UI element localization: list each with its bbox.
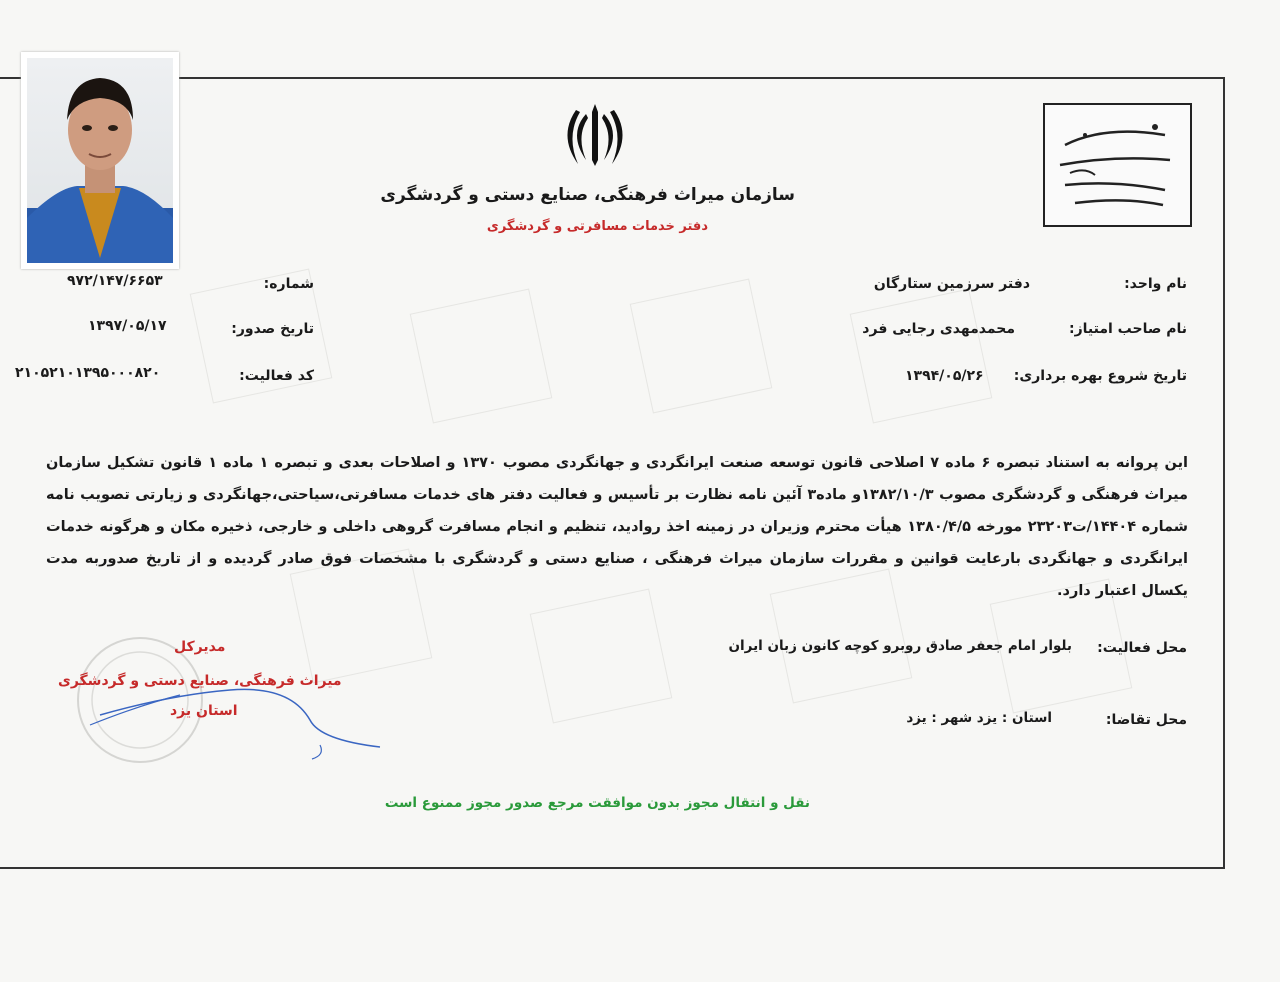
iran-emblem-icon	[562, 100, 628, 170]
signature-org: میراث فرهنگی، صنایع دستی و گردشگری	[58, 673, 342, 689]
number-value: ۹۷۲/۱۴۷/۶۶۵۳	[67, 273, 163, 289]
signature-title: مدیرکل	[174, 639, 226, 655]
issue-date-label: تاریخ صدور:	[231, 321, 314, 337]
number-label: شماره:	[263, 276, 314, 292]
holder-photo	[21, 52, 179, 269]
issue-date-value: ۱۳۹۷/۰۵/۱۷	[88, 318, 167, 334]
start-date-label: تاریخ شروع بهره برداری:	[1013, 368, 1187, 384]
owner-value: محمدمهدی رجایی فرد	[862, 321, 1015, 337]
office-subtitle: دفتر خدمات مسافرتی و گردشگری	[486, 219, 708, 234]
organization-logo	[1043, 103, 1192, 227]
unit-name-value: دفتر سرزمین ستارگان	[873, 276, 1030, 292]
request-place-label: محل تقاضا:	[1105, 712, 1187, 728]
activity-code-label: کد فعالیت:	[239, 368, 314, 384]
unit-name-label: نام واحد:	[1124, 276, 1187, 292]
request-place-value: استان : یزد شهر : یزد	[906, 710, 1052, 726]
owner-label: نام صاحب امتیاز:	[1068, 321, 1187, 337]
activity-place-label: محل فعالیت:	[1097, 640, 1187, 656]
organization-title: سازمان میراث فرهنگی، صنایع دستی و گردشگری	[380, 185, 795, 205]
signature-stamp	[50, 625, 390, 775]
activity-code-value: ۲۱۰۵۲۱۰۱۳۹۵۰۰۰۸۲۰	[15, 365, 161, 381]
license-paragraph: این پروانه به استناد تبصره ۶ ماده ۷ اصلاحی قانون توسعه صنعت ایرانگردی و جهانگردی مصوب ۱۳۷۰ و اصلاحات بعدی و تبصره ۱ ماده ۱ قانون تشکیل سازمان میراث فرهنگی و گردشگری مصوب ۱۳۸۲/۱۰/۳و ماده۳ آئین نامه نظارت بر تأسیس و فعالیت دفتر های خدمات مسافرتی،سیاحتی،جهانگردی و زیارتی تصویب نامه شماره ۱۴۴۰۴/ت۲۳۲۰۳ مورخه ۱۳۸۰/۴/۵ هیأت محترم وزیران در زمینه اخذ روادید، تنظیم و انجام مسافرت گروهی داخلی و خارجی، ذخیره مکان و هرگونه خدمات ایرانگردی و جهانگردی بارعایت قوانین و مقررات سازمان میراث فرهنگی ، صنایع دستی و گردشگری با مشخصات فوق صادر گردیده و از تاریخ صدوربه مدت یکسال اعتبار دارد.	[46, 455, 1189, 599]
start-date-value: ۱۳۹۴/۰۵/۲۶	[905, 368, 984, 384]
transfer-notice: نقل و انتقال مجوز بدون موافقت مرجع صدور مجوز ممنوع است	[384, 795, 810, 811]
activity-place-value: بلوار امام جعفر صادق روبرو کوچه کانون زبان ایران	[728, 638, 1072, 654]
signature-province: استان یزد	[170, 703, 238, 719]
